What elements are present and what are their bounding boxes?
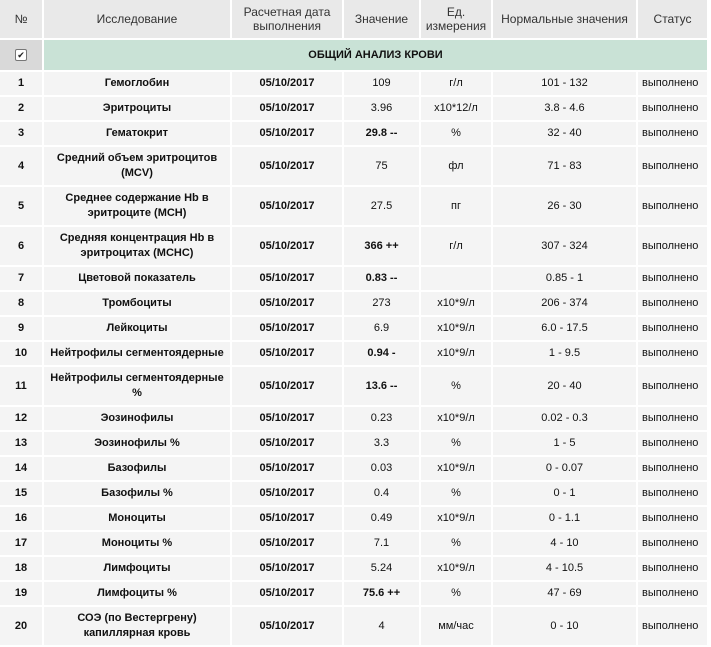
table-row (0, 267, 707, 290)
cell-value: 109 (344, 72, 419, 95)
table-row (0, 317, 707, 340)
header-num: № (0, 0, 42, 38)
cell-unit: мм/час (421, 607, 491, 645)
cell-num: 1 (0, 72, 42, 95)
table-row (0, 607, 707, 645)
cell-norm: 3.8 - 4.6 (493, 97, 636, 120)
cell-name: Эозинофилы (44, 407, 230, 430)
cell-value: 366 ++ (344, 227, 419, 265)
table-row (0, 482, 707, 505)
cell-value: 0.23 (344, 407, 419, 430)
cell-num: 13 (0, 432, 42, 455)
cell-unit: x10*9/л (421, 507, 491, 530)
table-row (0, 532, 707, 555)
section-row (0, 40, 707, 70)
cell-value: 0.49 (344, 507, 419, 530)
cell-name: Лимфоциты (44, 557, 230, 580)
cell-date: 05/10/2017 (232, 557, 342, 580)
cell-date: 05/10/2017 (232, 532, 342, 555)
cell-unit: x10*9/л (421, 342, 491, 365)
cell-unit: x10*9/л (421, 457, 491, 480)
section-checkbox-cell[interactable] (0, 40, 42, 70)
cell-value: 7.1 (344, 532, 419, 555)
cell-value: 273 (344, 292, 419, 315)
table-row (0, 457, 707, 480)
cell-value: 0.4 (344, 482, 419, 505)
cell-num: 6 (0, 227, 42, 265)
cell-status: выполнено (638, 292, 707, 315)
cell-name: Средний объем эритроцитов (MCV) (44, 147, 230, 185)
cell-date: 05/10/2017 (232, 367, 342, 405)
cell-status: выполнено (638, 342, 707, 365)
cell-norm: 0.02 - 0.3 (493, 407, 636, 430)
cell-date: 05/10/2017 (232, 187, 342, 225)
cell-date: 05/10/2017 (232, 407, 342, 430)
table-row (0, 97, 707, 120)
cell-name: Моноциты (44, 507, 230, 530)
cell-norm: 20 - 40 (493, 367, 636, 405)
cell-status: выполнено (638, 432, 707, 455)
cell-value: 6.9 (344, 317, 419, 340)
cell-norm: 0 - 0.07 (493, 457, 636, 480)
cell-unit: % (421, 582, 491, 605)
cell-num: 4 (0, 147, 42, 185)
cell-value: 4 (344, 607, 419, 645)
table-row (0, 147, 707, 185)
cell-norm: 6.0 - 17.5 (493, 317, 636, 340)
cell-norm: 32 - 40 (493, 122, 636, 145)
cell-name: Нейтрофилы сегментоядерные (44, 342, 230, 365)
cell-value: 75 (344, 147, 419, 185)
cell-date: 05/10/2017 (232, 72, 342, 95)
section-title: ОБЩИЙ АНАЛИЗ КРОВИ (44, 40, 707, 70)
cell-date: 05/10/2017 (232, 227, 342, 265)
cell-num: 14 (0, 457, 42, 480)
table-row (0, 367, 707, 405)
cell-num: 17 (0, 532, 42, 555)
cell-num: 19 (0, 582, 42, 605)
cell-norm: 0 - 10 (493, 607, 636, 645)
cell-name: Нейтрофилы сегментоядерные % (44, 367, 230, 405)
cell-name: Среднее содержание Hb в эритроците (MCH) (44, 187, 230, 225)
cell-status: выполнено (638, 72, 707, 95)
cell-status: выполнено (638, 607, 707, 645)
cell-date: 05/10/2017 (232, 432, 342, 455)
cell-unit: г/л (421, 227, 491, 265)
cell-name: Лимфоциты % (44, 582, 230, 605)
cell-norm: 26 - 30 (493, 187, 636, 225)
cell-name: Средняя концентрация Hb в эритроцитах (MCHC) (44, 227, 230, 265)
header-row (0, 0, 707, 38)
cell-unit: % (421, 532, 491, 555)
cell-name: Эозинофилы % (44, 432, 230, 455)
table-row (0, 507, 707, 530)
cell-name: Лейкоциты (44, 317, 230, 340)
cell-value: 0.94 - (344, 342, 419, 365)
cell-name: СОЭ (по Вестергрену) капиллярная кровь (44, 607, 230, 645)
cell-num: 12 (0, 407, 42, 430)
cell-status: выполнено (638, 557, 707, 580)
header-value: Значение (344, 0, 419, 38)
cell-date: 05/10/2017 (232, 147, 342, 185)
header-date: Расчетная дата выполнения (232, 0, 342, 38)
cell-norm: 1 - 5 (493, 432, 636, 455)
cell-name: Гематокрит (44, 122, 230, 145)
cell-date: 05/10/2017 (232, 582, 342, 605)
cell-value: 3.96 (344, 97, 419, 120)
cell-date: 05/10/2017 (232, 317, 342, 340)
table-row (0, 227, 707, 265)
cell-value: 29.8 -- (344, 122, 419, 145)
cell-norm: 4 - 10 (493, 532, 636, 555)
cell-unit: % (421, 122, 491, 145)
cell-norm: 101 - 132 (493, 72, 636, 95)
cell-value: 0.83 -- (344, 267, 419, 290)
header-test: Исследование (44, 0, 230, 38)
cell-norm: 1 - 9.5 (493, 342, 636, 365)
cell-unit: % (421, 432, 491, 455)
cell-num: 16 (0, 507, 42, 530)
cell-status: выполнено (638, 227, 707, 265)
cell-unit: пг (421, 187, 491, 225)
cell-date: 05/10/2017 (232, 507, 342, 530)
cell-unit: x10*9/л (421, 292, 491, 315)
cell-norm: 0.85 - 1 (493, 267, 636, 290)
table-row (0, 122, 707, 145)
table-row (0, 432, 707, 455)
cell-status: выполнено (638, 407, 707, 430)
header-status: Статус (638, 0, 707, 38)
cell-name: Эритроциты (44, 97, 230, 120)
cell-name: Тромбоциты (44, 292, 230, 315)
cell-date: 05/10/2017 (232, 457, 342, 480)
cell-num: 5 (0, 187, 42, 225)
cell-status: выполнено (638, 507, 707, 530)
cell-date: 05/10/2017 (232, 292, 342, 315)
cell-status: выполнено (638, 482, 707, 505)
cell-unit: x10*12/л (421, 97, 491, 120)
cell-status: выполнено (638, 187, 707, 225)
cell-name: Цветовой показатель (44, 267, 230, 290)
header-norm: Нормальные значения (493, 0, 636, 38)
cell-norm: 307 - 324 (493, 227, 636, 265)
table-row (0, 557, 707, 580)
cell-name: Базофилы (44, 457, 230, 480)
cell-num: 2 (0, 97, 42, 120)
cell-value: 0.03 (344, 457, 419, 480)
cell-value: 75.6 ++ (344, 582, 419, 605)
cell-norm: 0 - 1 (493, 482, 636, 505)
cell-status: выполнено (638, 147, 707, 185)
cell-unit: x10*9/л (421, 407, 491, 430)
cell-status: выполнено (638, 317, 707, 340)
cell-status: выполнено (638, 532, 707, 555)
cell-num: 20 (0, 607, 42, 645)
cell-num: 8 (0, 292, 42, 315)
section-checkbox[interactable]: ✔ (15, 49, 27, 61)
cell-date: 05/10/2017 (232, 342, 342, 365)
cell-date: 05/10/2017 (232, 97, 342, 120)
cell-num: 9 (0, 317, 42, 340)
cell-value: 5.24 (344, 557, 419, 580)
cell-num: 18 (0, 557, 42, 580)
cell-date: 05/10/2017 (232, 482, 342, 505)
cell-name: Моноциты % (44, 532, 230, 555)
cell-unit: % (421, 482, 491, 505)
cell-norm: 71 - 83 (493, 147, 636, 185)
table-row (0, 292, 707, 315)
cell-status: выполнено (638, 97, 707, 120)
table-row (0, 72, 707, 95)
cell-unit: г/л (421, 72, 491, 95)
cell-unit: x10*9/л (421, 557, 491, 580)
header-unit: Ед. измерения (421, 0, 491, 38)
cell-status: выполнено (638, 582, 707, 605)
table-row (0, 407, 707, 430)
cell-status: выполнено (638, 122, 707, 145)
cell-norm: 206 - 374 (493, 292, 636, 315)
cell-date: 05/10/2017 (232, 607, 342, 645)
cell-num: 15 (0, 482, 42, 505)
table-row (0, 187, 707, 225)
table-row (0, 582, 707, 605)
cell-name: Базофилы % (44, 482, 230, 505)
cell-unit: x10*9/л (421, 317, 491, 340)
cell-unit (421, 267, 491, 290)
cell-name: Гемоглобин (44, 72, 230, 95)
cell-norm: 47 - 69 (493, 582, 636, 605)
cell-status: выполнено (638, 267, 707, 290)
cell-status: выполнено (638, 457, 707, 480)
cell-num: 7 (0, 267, 42, 290)
cell-value: 3.3 (344, 432, 419, 455)
cell-num: 11 (0, 367, 42, 405)
cell-value: 13.6 -- (344, 367, 419, 405)
cell-date: 05/10/2017 (232, 122, 342, 145)
cell-unit: фл (421, 147, 491, 185)
cell-num: 3 (0, 122, 42, 145)
cell-date: 05/10/2017 (232, 267, 342, 290)
cell-norm: 4 - 10.5 (493, 557, 636, 580)
table-row (0, 342, 707, 365)
cell-unit: % (421, 367, 491, 405)
cell-value: 27.5 (344, 187, 419, 225)
cell-norm: 0 - 1.1 (493, 507, 636, 530)
cell-status: выполнено (638, 367, 707, 405)
cell-num: 10 (0, 342, 42, 365)
